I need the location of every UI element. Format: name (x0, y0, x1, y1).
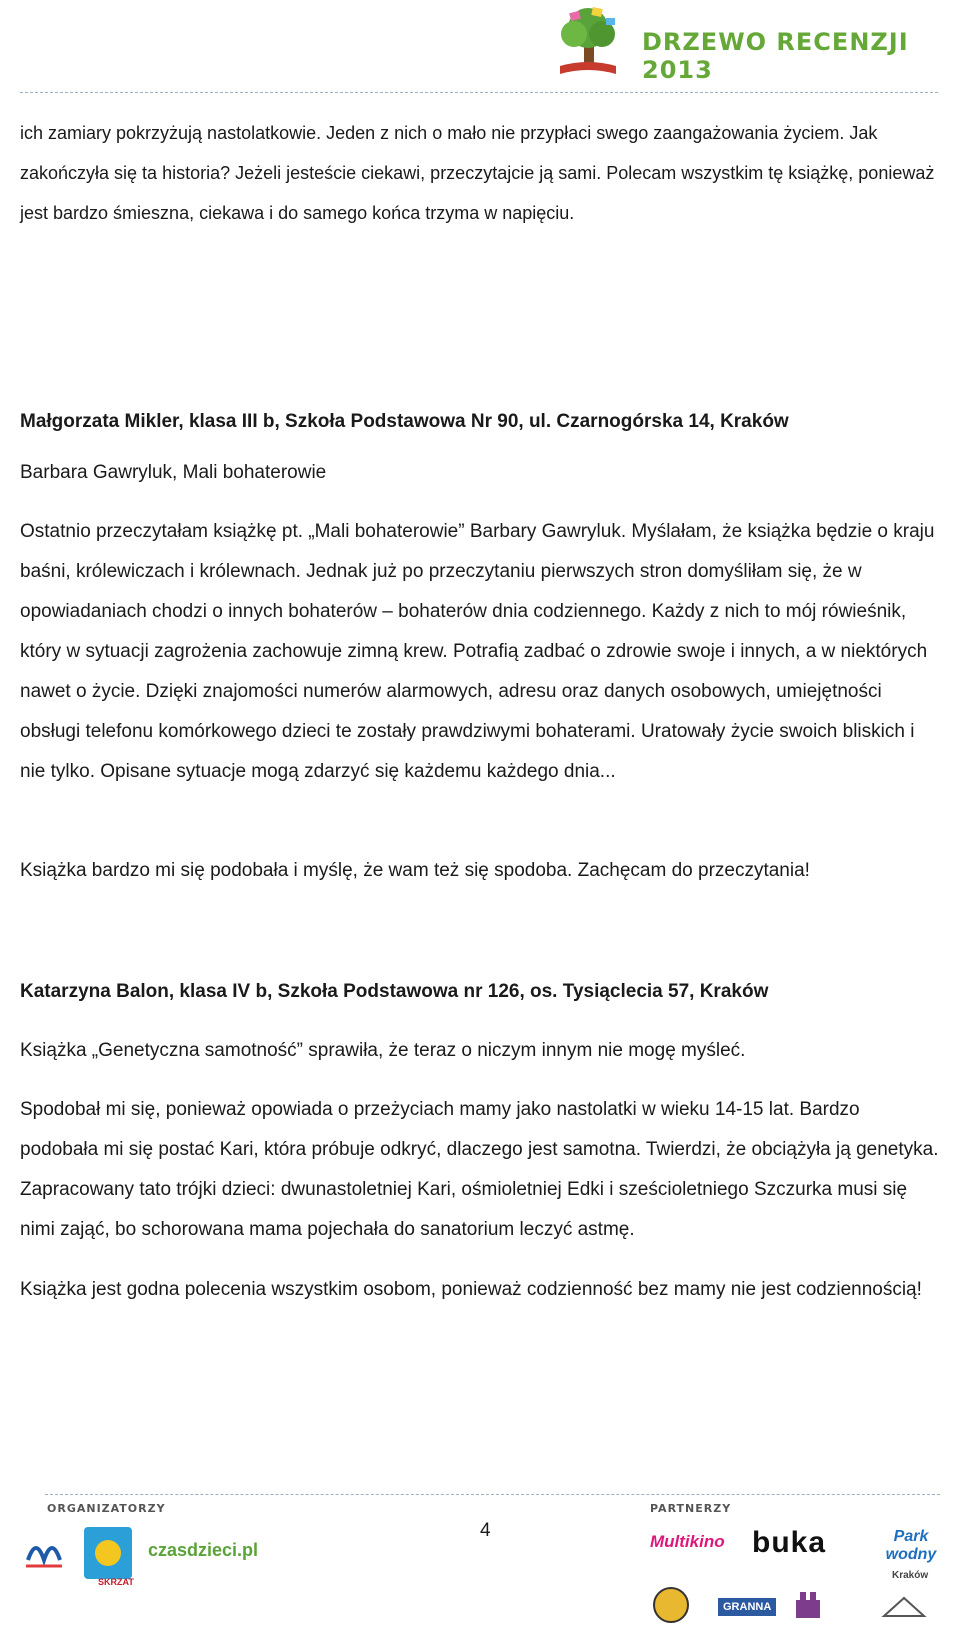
review2-author: Katarzyna Balon, klasa IV b, Szkoła Podstawowa nr 126, os. Tysiąclecia 57, Kraków (20, 981, 769, 1002)
multikino-logo: Multikino (650, 1532, 725, 1551)
review1-author: Małgorzata Mikler, klasa III b, Szkoła Podstawowa Nr 90, ul. Czarnogórska 14, Kraków (20, 411, 789, 432)
skrzat-label: SKRZAT (98, 1577, 134, 1587)
brand-title: DRZEWO RECENZJI 2013 (642, 28, 909, 84)
partner-badge-icon (652, 1586, 690, 1624)
library-logo-icon (22, 1530, 66, 1574)
museum-logo-icon (880, 1592, 928, 1622)
organizers-label: ORGANIZATORZY (47, 1502, 166, 1515)
review2-paragraph-2: Spodobał mi się, ponieważ opowiada o przeżyciach mamy jako nastolatki w wieku 14-15 lat. Bardzo podobała mi się postać Kari, która próbuje odkryć, dlaczego jest samotna. Twierdzi, że obciążyła ją genetyka. Zapracowany tato trójki dzieci: dwunastoletniej Kari, ośmioletniej Edki i sześcioletniego Szczurka musi się nimi zająć, bo schorowana mama pojechała do sanatorium leczyć astmę. (20, 1099, 939, 1240)
page-number: 4 (480, 1520, 491, 1541)
czasdzieci-logo: czasdzieci.pl (148, 1540, 259, 1560)
page-header (0, 0, 960, 100)
paragraph-continuation: ich zamiary pokrzyżują nastolatkowie. Jeden z nich o mało nie przypłaci swego zaangażowania życiem. Jak zakończyła się ta historia? Jeżeli jesteście ciekawi, przeczytajcie ją sami. Polecam wszystkim tę książkę, ponieważ jest bardzo śmieszna, ciekawa i do samego końca trzyma w napięciu. (20, 123, 935, 223)
parkwodny-city: Kraków (892, 1570, 929, 1581)
review2-paragraph-1: Książka „Genetyczna samotność” sprawiła, że teraz o niczym innym nie mogę myśleć. (20, 1040, 746, 1061)
skrzat-logo (84, 1527, 132, 1579)
review2-paragraph-3: Książka jest godna polecenia wszystkim osobom, ponieważ codzienność bez mamy nie jest codziennością! (20, 1279, 922, 1300)
header-divider (20, 92, 938, 93)
granna-logo: GRANNA (718, 1598, 776, 1616)
review1-book: Barbara Gawryluk, Mali bohaterowie (20, 462, 327, 483)
review1-body: Ostatnio przeczytałam książkę pt. „Mali bohaterowie” Barbary Gawryluk. Myślałam, że książka będzie o kraju baśni, królewiczach i królewnach. Jednak już po przeczytaniu pierwszych stron domyśliłam się, że w opowiadaniach chodzi o innych bohaterów – bohaterów dnia codziennego. Każdy z nich to mój rówieśnik, który w sytuacji zagrożenia zachowuje zimną krew. Potrafią zadbać o zdrowie swoje i innych, a w niektórych nawet o życie. Dzięki znajomości numerów alarmowych, adresu oraz danych osobowych, umiejętności obsługi telefonu komórkowego dzieci te zostały prawdziwymi bohaterami. Uratowały życie swoich bliskich i nie tylko. Opisane sytuacje mogą zdarzyć się każdemu każdego dnia... (20, 521, 935, 782)
partners-label: PARTNERZY (650, 1502, 732, 1515)
tree-logo-icon (540, 4, 640, 80)
footer-divider (45, 1494, 940, 1495)
castle-logo-icon (790, 1586, 826, 1622)
parkwodny-logo: Park wodny (885, 1528, 937, 1563)
review1-closing: Książka bardzo mi się podobała i myślę, że wam też się spodoba. Zachęcam do przeczytania! (20, 860, 810, 881)
buka-logo: buka (752, 1526, 827, 1559)
